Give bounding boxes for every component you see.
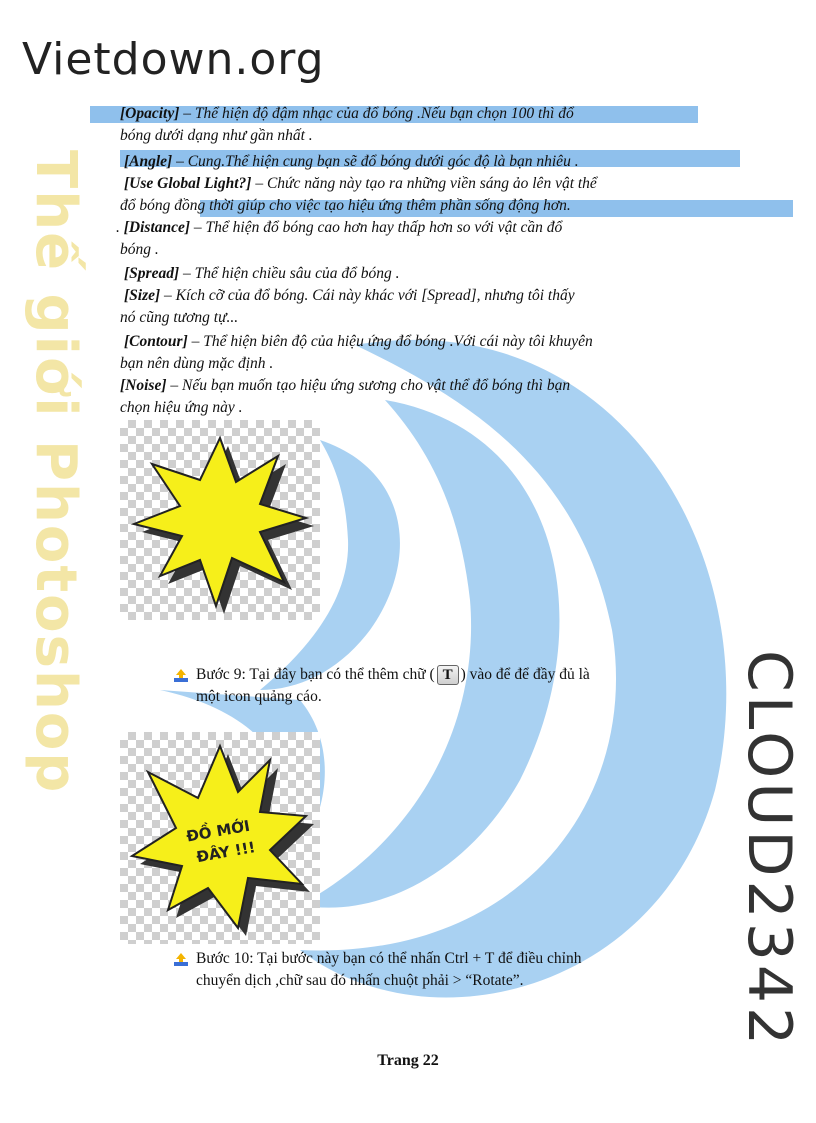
bullet-arrow-icon (174, 668, 188, 682)
text-line (120, 104, 574, 124)
option-term: [Size] (124, 287, 161, 304)
option-term: [Distance] (123, 219, 191, 236)
step-9-line-2: một icon quảng cáo. (196, 688, 322, 705)
option-description: – Nếu bạn muốn tạo hiệu ứng sương cho vật thể đổ bóng thì bạn (166, 377, 571, 394)
text-tool-icon: T (437, 665, 459, 685)
page-number: Trang 22 (377, 1052, 439, 1069)
option-term: [Use Global Light?] (124, 175, 252, 192)
text-line (120, 240, 159, 260)
option-description: bạn nên dùng mặc định . (120, 355, 274, 372)
star-burst-image (120, 420, 320, 620)
text-line (120, 196, 571, 216)
option-description: đổ bóng đồng thời giúp cho việc tạo hiệu ứng thêm phần sống động hơn. (120, 197, 571, 214)
text-line (116, 218, 562, 238)
star-burst-text-image (120, 732, 320, 944)
option-description: – Kích cỡ của đổ bóng. Cái này khác với [Spread], nhưng tôi thấy (160, 287, 575, 304)
option-description: – Chức năng này tạo ra những viền sáng ảo lên vật thể (251, 175, 597, 192)
option-description: – Thể hiện biên độ của hiệu ứng đổ bóng .Với cái này tôi khuyên (187, 333, 593, 350)
option-description: bóng . (120, 241, 159, 258)
step-9-text (196, 664, 590, 708)
bullet-arrow-icon (174, 952, 188, 966)
text-line (124, 286, 575, 306)
step-10-line-1: Bước 10: Tại bước này bạn có thể nhấn Ctrl + T để điều chỉnh (196, 950, 582, 967)
text-line (124, 174, 597, 194)
text-line (120, 398, 243, 418)
line-prefix: . (116, 219, 124, 236)
text-line (124, 152, 579, 172)
step-9-line-b: ) vào để để đầy đủ là (460, 666, 590, 683)
site-logo: Vietdown.org (22, 34, 325, 85)
option-description: – Thể hiện đổ bóng cao hơn hay thấp hơn so với vật cần đổ (190, 219, 563, 236)
text-line (120, 376, 570, 396)
figure-star-plain (120, 420, 320, 620)
option-term: [Spread] (124, 265, 180, 282)
option-description: nó cũng tương tự... (120, 309, 239, 326)
figure-caption-line-2: ĐÂY !!! (195, 838, 257, 867)
option-description: chọn hiệu ứng này . (120, 399, 243, 416)
option-term: [Angle] (124, 153, 173, 170)
option-description: – Thể hiện chiều sâu của đổ bóng . (179, 265, 400, 282)
option-term: [Noise] (120, 377, 167, 394)
right-watermark-text: CLOUD2342 (734, 650, 804, 1050)
step-10-text (196, 948, 581, 992)
option-term: [Contour] (124, 333, 188, 350)
figure-star-with-text (120, 732, 320, 944)
figure-caption-line-1: ĐỒ MỚI (184, 816, 252, 846)
step-10-line-2: chuyển dịch ,chữ sau đó nhấn chuột phải > “Rotate”. (196, 972, 524, 989)
text-line (124, 332, 593, 352)
text-line (124, 264, 400, 284)
text-line (120, 354, 273, 374)
option-description: bóng dưới dạng như gần nhất . (120, 127, 313, 144)
text-line (120, 126, 313, 146)
option-description: – Cung.Thể hiện cung bạn sẽ đổ bóng dưới góc độ là bạn nhiêu . (172, 153, 579, 170)
option-description: – Thể hiện độ đậm nhạc của đổ bóng .Nếu bạn chọn 100 thì đổ (179, 105, 574, 122)
option-term: [Opacity] (120, 105, 180, 122)
left-watermark-text: Thế giới Photoshop (23, 150, 88, 795)
step-9-line-a: Bước 9: Tại đây bạn có thể thêm chữ ( (196, 666, 435, 683)
text-line (120, 308, 238, 328)
